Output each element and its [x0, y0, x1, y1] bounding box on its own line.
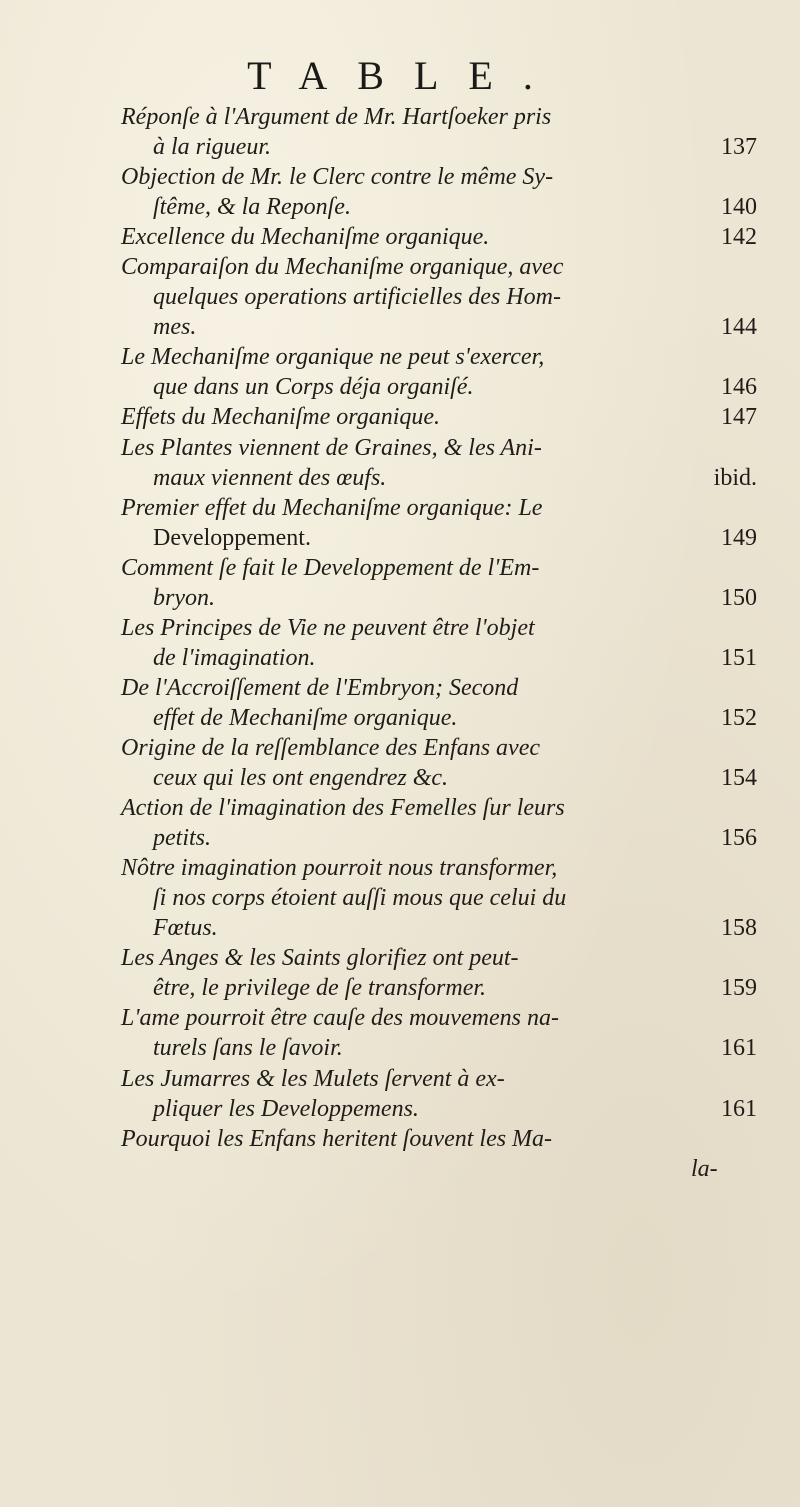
toc-entry-text: Les Plantes viennent de Graines, & les Ani-: [121, 434, 542, 461]
toc-page-number: 144: [721, 314, 757, 341]
toc-line: [0, 493, 800, 523]
toc-page-number: 146: [721, 374, 757, 401]
toc-page-number: 158: [721, 915, 757, 942]
toc-line: [0, 372, 800, 402]
toc-line: [0, 312, 800, 342]
toc-line: [0, 733, 800, 763]
toc-entry-text: mes.: [153, 314, 197, 341]
toc-entry-text: L'ame pourroit être cauſe des mouvemens na-: [121, 1005, 559, 1032]
table-of-contents: [0, 102, 800, 1184]
toc-line: [0, 463, 800, 493]
toc-entry-text: Pourquoi les Enfans heritent ſouvent les Ma-: [121, 1125, 553, 1152]
toc-entry-text: Nôtre imagination pourroit nous transformer,: [121, 855, 558, 882]
toc-entry-text: que dans un Corps déja organiſé.: [153, 374, 474, 401]
toc-line: [0, 613, 800, 643]
toc-entry-text: Les Principes de Vie ne peuvent être l'objet: [121, 614, 535, 641]
toc-entry-text: maux viennent des œufs.: [153, 464, 387, 491]
toc-page-number: 151: [721, 644, 757, 671]
toc-line: [0, 553, 800, 583]
toc-line: [0, 282, 800, 312]
toc-entry-text: Réponſe à l'Argument de Mr. Hartſoeker pris: [121, 104, 552, 130]
toc-entry-text: Comparaiſon du Mechaniſme organique, avec: [121, 254, 564, 281]
toc-entry-text: turels ſans le ſavoir.: [153, 1035, 343, 1062]
toc-entry-text: ſi nos corps étoient auſſi mous que celui du: [153, 885, 567, 912]
toc-entry-text: Effets du Mechaniſme organique.: [121, 404, 441, 431]
toc-line: [0, 673, 800, 703]
toc-line: [0, 252, 800, 282]
toc-page-number: 149: [721, 524, 757, 551]
toc-line: [0, 1094, 800, 1124]
toc-entry-text: Fœtus.: [153, 915, 218, 942]
toc-entry-text: Developpement.: [153, 524, 311, 551]
toc-line: [0, 1033, 800, 1063]
toc-entry-text: Les Jumarres & les Mulets ſervent à ex-: [121, 1065, 505, 1092]
toc-entry-text: effet de Mechaniſme organique.: [153, 704, 458, 731]
toc-line: [0, 793, 800, 823]
toc-line: [0, 973, 800, 1003]
toc-entry-text: Objection de Mr. le Clerc contre le même Sy-: [121, 164, 554, 191]
toc-page-number: 152: [721, 704, 757, 731]
toc-entry-text: Origine de la reſſemblance des Enfans avec: [121, 734, 540, 761]
running-head: TABLE.: [247, 53, 563, 98]
toc-line: [0, 763, 800, 793]
toc-page-number: 161: [721, 1095, 757, 1122]
toc-entry-text: ceux qui les ont engendrez &c.: [153, 765, 449, 792]
toc-page-number: 140: [721, 194, 757, 221]
toc-line: [0, 342, 800, 372]
catchword-line: [0, 1154, 800, 1184]
toc-entry-text: quelques operations artificielles des Hom-: [153, 284, 561, 311]
toc-line: [0, 913, 800, 943]
toc-entry-text: bryon.: [153, 584, 215, 611]
toc-entry-text: de l'imagination.: [153, 644, 316, 671]
toc-line: [0, 703, 800, 733]
toc-entry-text: ſtême, & la Reponſe.: [153, 194, 351, 221]
toc-entry-text: Les Anges & les Saints glorifiez ont peut-: [121, 945, 519, 972]
toc-entry-text: Action de l'imagination des Femelles ſur leurs: [121, 795, 565, 822]
toc-entry-text: Le Mechaniſme organique ne peut s'exercer,: [121, 344, 545, 371]
toc-page-number: ibid.: [713, 464, 757, 491]
toc-entry-text: pliquer les Developpemens.: [153, 1095, 419, 1122]
toc-line: [0, 853, 800, 883]
toc-page-number: 147: [721, 404, 757, 431]
toc-line: [0, 583, 800, 613]
toc-line: [0, 1124, 800, 1154]
toc-line: [0, 523, 800, 553]
toc-entry-text: Premier effet du Mechaniſme organique: Le: [121, 494, 543, 521]
toc-line: [0, 823, 800, 853]
toc-line: [0, 943, 800, 973]
toc-line: [0, 102, 800, 132]
toc-page-number: 156: [721, 825, 757, 852]
toc-entry-text: De l'Accroiſſement de l'Embryon; Second: [121, 674, 519, 701]
toc-entry-text: Comment ſe fait le Developpement de l'Em-: [121, 554, 540, 581]
toc-entry-text: Excellence du Mechaniſme organique.: [121, 224, 490, 251]
toc-line: [0, 1064, 800, 1094]
toc-line: [0, 433, 800, 463]
toc-page-number: 159: [721, 975, 757, 1002]
toc-page-number: 161: [721, 1035, 757, 1062]
toc-line: [0, 883, 800, 913]
toc-line: [0, 643, 800, 673]
toc-line: [0, 132, 800, 162]
toc-entry-text: petits.: [153, 825, 211, 852]
toc-line: [0, 1003, 800, 1033]
toc-page-number: 150: [721, 584, 757, 611]
toc-line: [0, 222, 800, 252]
toc-page-number: 154: [721, 765, 757, 792]
toc-entry-text: à la rigueur.: [153, 134, 272, 161]
toc-page-number: 142: [721, 224, 757, 251]
toc-page-number: 137: [721, 134, 757, 161]
toc-line: [0, 162, 800, 192]
toc-entry-text: être, le privilege de ſe transformer.: [153, 975, 487, 1002]
toc-line: [0, 192, 800, 222]
catchword: la-: [691, 1155, 718, 1182]
toc-line: [0, 402, 800, 432]
